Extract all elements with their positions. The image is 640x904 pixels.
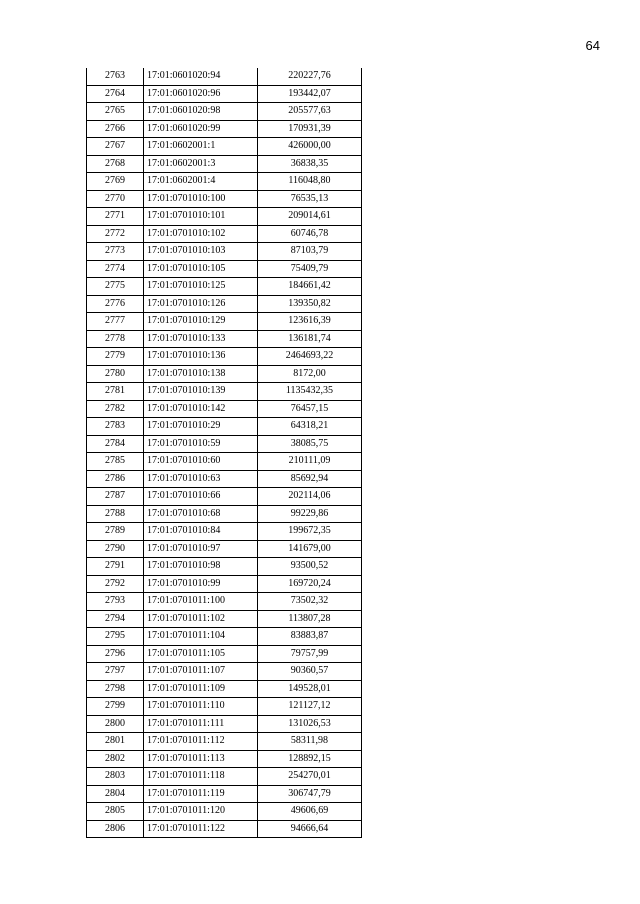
row-number-cell: 2779 [87,348,144,366]
cadastral-number-cell: 17:01:0701010:68 [144,505,258,523]
row-number-cell: 2786 [87,470,144,488]
row-number-cell: 2769 [87,173,144,191]
value-cell: 209014,61 [258,208,362,226]
row-number-cell: 2804 [87,785,144,803]
cadastral-number-cell: 17:01:0701010:66 [144,488,258,506]
table-row [87,243,362,261]
cadastral-number-cell: 17:01:0701010:84 [144,523,258,541]
value-cell: 58311,98 [258,733,362,751]
row-number-cell: 2791 [87,558,144,576]
table-row [87,715,362,733]
row-number-cell: 2806 [87,820,144,838]
cadastral-number-cell: 17:01:0701011:102 [144,610,258,628]
value-cell: 73502,32 [258,593,362,611]
table-row [87,540,362,558]
row-number-cell: 2802 [87,750,144,768]
row-number-cell: 2765 [87,103,144,121]
table-row [87,453,362,471]
table-row [87,278,362,296]
value-cell: 210111,09 [258,453,362,471]
cadastral-value-table [86,68,362,838]
cadastral-number-cell: 17:01:0701010:105 [144,260,258,278]
cadastral-number-cell: 17:01:0701011:122 [144,820,258,838]
cadastral-number-cell: 17:01:0701011:109 [144,680,258,698]
table-row [87,558,362,576]
row-number-cell: 2767 [87,138,144,156]
table-row [87,698,362,716]
row-number-cell: 2787 [87,488,144,506]
row-number-cell: 2793 [87,593,144,611]
cadastral-number-cell: 17:01:0701011:110 [144,698,258,716]
cadastral-number-cell: 17:01:0701010:126 [144,295,258,313]
cadastral-number-cell: 17:01:0701010:136 [144,348,258,366]
table-row [87,383,362,401]
value-cell: 113807,28 [258,610,362,628]
row-number-cell: 2782 [87,400,144,418]
cadastral-number-cell: 17:01:0701011:111 [144,715,258,733]
row-number-cell: 2776 [87,295,144,313]
row-number-cell: 2795 [87,628,144,646]
row-number-cell: 2780 [87,365,144,383]
table-row [87,750,362,768]
value-cell: 128892,15 [258,750,362,768]
row-number-cell: 2803 [87,768,144,786]
table-row [87,418,362,436]
table-row [87,663,362,681]
cadastral-number-cell: 17:01:0701010:99 [144,575,258,593]
cadastral-number-cell: 17:01:0701010:129 [144,313,258,331]
cadastral-number-cell: 17:01:0601020:96 [144,85,258,103]
row-number-cell: 2763 [87,68,144,85]
value-cell: 1135432,35 [258,383,362,401]
table-row [87,505,362,523]
value-cell: 93500,52 [258,558,362,576]
value-cell: 94666,64 [258,820,362,838]
table-row [87,295,362,313]
table-row [87,680,362,698]
row-number-cell: 2768 [87,155,144,173]
table-row [87,313,362,331]
row-number-cell: 2781 [87,383,144,401]
table-row [87,523,362,541]
value-cell: 79757,99 [258,645,362,663]
cadastral-number-cell: 17:01:0701010:63 [144,470,258,488]
cadastral-number-cell: 17:01:0701011:118 [144,768,258,786]
table-row [87,803,362,821]
value-cell: 76457,15 [258,400,362,418]
table-row [87,190,362,208]
value-cell: 205577,63 [258,103,362,121]
value-cell: 8172,00 [258,365,362,383]
row-number-cell: 2799 [87,698,144,716]
table-row [87,470,362,488]
table-row [87,155,362,173]
row-number-cell: 2777 [87,313,144,331]
table-row [87,820,362,838]
value-cell: 123616,39 [258,313,362,331]
value-cell: 75409,79 [258,260,362,278]
row-number-cell: 2775 [87,278,144,296]
table-row [87,575,362,593]
table-row [87,768,362,786]
cadastral-number-cell: 17:01:0701010:59 [144,435,258,453]
table-row [87,593,362,611]
row-number-cell: 2773 [87,243,144,261]
cadastral-number-cell: 17:01:0701010:139 [144,383,258,401]
table-row [87,610,362,628]
value-cell: 141679,00 [258,540,362,558]
value-cell: 170931,39 [258,120,362,138]
table-row [87,173,362,191]
table-row [87,260,362,278]
value-cell: 121127,12 [258,698,362,716]
cadastral-number-cell: 17:01:0701011:107 [144,663,258,681]
value-cell: 169720,24 [258,575,362,593]
value-cell: 90360,57 [258,663,362,681]
cadastral-number-cell: 17:01:0701010:97 [144,540,258,558]
row-number-cell: 2766 [87,120,144,138]
cadastral-number-cell: 17:01:0701011:104 [144,628,258,646]
cadastral-number-cell: 17:01:0701010:29 [144,418,258,436]
value-cell: 76535,13 [258,190,362,208]
row-number-cell: 2789 [87,523,144,541]
cadastral-number-cell: 17:01:0701010:142 [144,400,258,418]
value-cell: 149528,01 [258,680,362,698]
cadastral-number-cell: 17:01:0601020:99 [144,120,258,138]
row-number-cell: 2784 [87,435,144,453]
value-cell: 49606,69 [258,803,362,821]
row-number-cell: 2770 [87,190,144,208]
cadastral-number-cell: 17:01:0701011:113 [144,750,258,768]
value-cell: 426000,00 [258,138,362,156]
row-number-cell: 2783 [87,418,144,436]
value-cell: 199672,35 [258,523,362,541]
table-row [87,435,362,453]
value-cell: 64318,21 [258,418,362,436]
row-number-cell: 2800 [87,715,144,733]
cadastral-number-cell: 17:01:0701010:98 [144,558,258,576]
table-row [87,785,362,803]
cadastral-number-cell: 17:01:0602001:4 [144,173,258,191]
cadastral-number-cell: 17:01:0701011:105 [144,645,258,663]
cadastral-number-cell: 17:01:0601020:94 [144,68,258,85]
cadastral-number-cell: 17:01:0701011:119 [144,785,258,803]
table-row [87,400,362,418]
row-number-cell: 2785 [87,453,144,471]
value-cell: 60746,78 [258,225,362,243]
cadastral-number-cell: 17:01:0701010:60 [144,453,258,471]
value-cell: 2464693,22 [258,348,362,366]
value-cell: 83883,87 [258,628,362,646]
row-number-cell: 2771 [87,208,144,226]
row-number-cell: 2798 [87,680,144,698]
row-number-cell: 2788 [87,505,144,523]
value-cell: 36838,35 [258,155,362,173]
row-number-cell: 2772 [87,225,144,243]
cadastral-number-cell: 17:01:0701010:125 [144,278,258,296]
table-row [87,645,362,663]
value-cell: 220227,76 [258,68,362,85]
row-number-cell: 2774 [87,260,144,278]
table-row [87,365,362,383]
value-cell: 38085,75 [258,435,362,453]
table-row [87,68,362,85]
value-cell: 87103,79 [258,243,362,261]
value-cell: 99229,86 [258,505,362,523]
table-row [87,733,362,751]
value-cell: 85692,94 [258,470,362,488]
table-row [87,348,362,366]
value-cell: 139350,82 [258,295,362,313]
cadastral-number-cell: 17:01:0701011:112 [144,733,258,751]
cadastral-number-cell: 17:01:0701010:102 [144,225,258,243]
row-number-cell: 2778 [87,330,144,348]
row-number-cell: 2792 [87,575,144,593]
cadastral-number-cell: 17:01:0602001:1 [144,138,258,156]
table-row [87,138,362,156]
cadastral-number-cell: 17:01:0602001:3 [144,155,258,173]
value-cell: 306747,79 [258,785,362,803]
table-row [87,330,362,348]
cadastral-number-cell: 17:01:0701010:101 [144,208,258,226]
table-row [87,628,362,646]
value-cell: 116048,80 [258,173,362,191]
value-cell: 193442,07 [258,85,362,103]
cadastral-number-cell: 17:01:0701010:138 [144,365,258,383]
row-number-cell: 2796 [87,645,144,663]
table-row [87,103,362,121]
cadastral-number-cell: 17:01:0701011:100 [144,593,258,611]
table-row [87,208,362,226]
page-number: 64 [585,38,600,53]
row-number-cell: 2797 [87,663,144,681]
row-number-cell: 2764 [87,85,144,103]
row-number-cell: 2805 [87,803,144,821]
cadastral-number-cell: 17:01:0701010:103 [144,243,258,261]
row-number-cell: 2790 [87,540,144,558]
value-cell: 184661,42 [258,278,362,296]
row-number-cell: 2801 [87,733,144,751]
value-cell: 131026,53 [258,715,362,733]
cadastral-number-cell: 17:01:0701011:120 [144,803,258,821]
cadastral-number-cell: 17:01:0601020:98 [144,103,258,121]
row-number-cell: 2794 [87,610,144,628]
value-cell: 136181,74 [258,330,362,348]
table-row [87,488,362,506]
cadastral-number-cell: 17:01:0701010:100 [144,190,258,208]
table-row [87,120,362,138]
value-cell: 254270,01 [258,768,362,786]
value-cell: 202114,06 [258,488,362,506]
cadastral-number-cell: 17:01:0701010:133 [144,330,258,348]
table-row [87,85,362,103]
table-body [87,68,362,838]
table-row [87,225,362,243]
